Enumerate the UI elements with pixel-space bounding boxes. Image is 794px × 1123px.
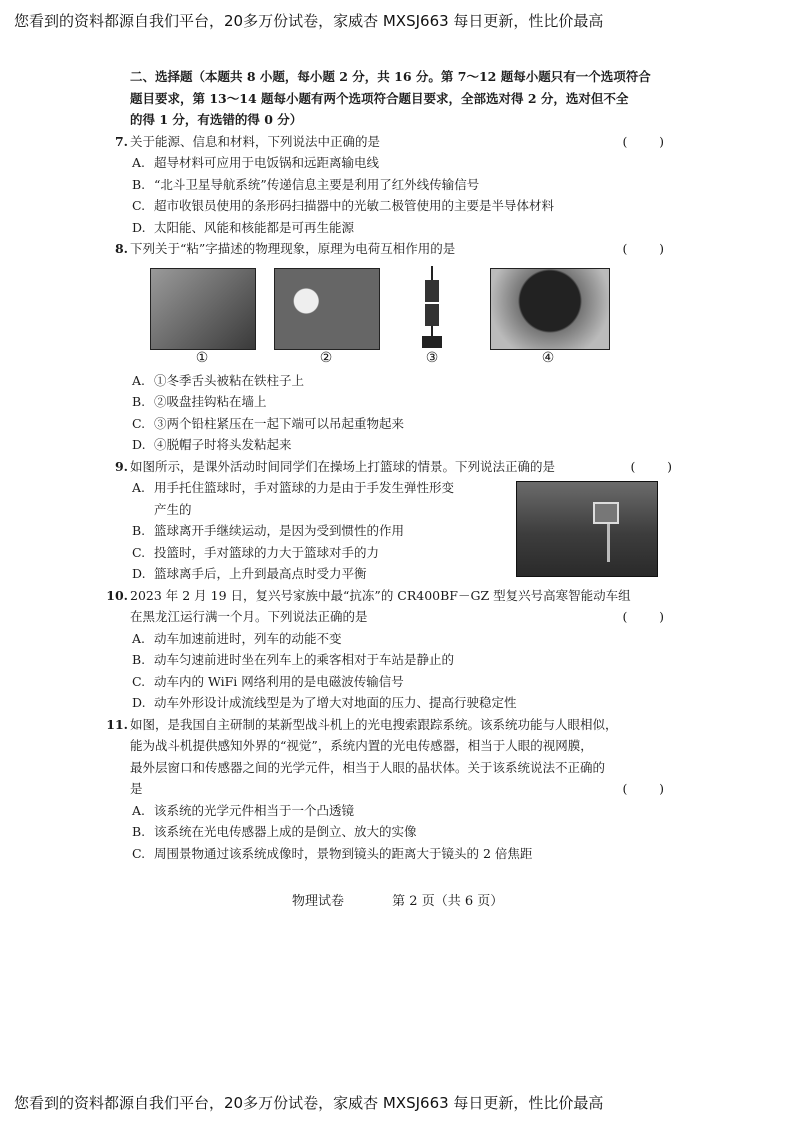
- watermark-banner-top: 您看到的资料都源自我们平台，20多万份试卷，家威杏 MXSJ663 每日更新，性比价最高: [14, 12, 604, 30]
- photo-label: ③: [425, 349, 439, 366]
- hoop-post: [607, 522, 610, 562]
- option-b: B. 动车匀速前进时坐在列车上的乘客相对于车站是静止的: [132, 652, 455, 667]
- section-heading-line: 题目要求，第 13～14 题每小题有两个选项符合题目要求，全部选对得 2 分，选对但不全: [130, 90, 629, 106]
- option-b: B. 篮球离开手继续运动，是因为受到惯性的作用: [132, 523, 405, 538]
- exam-sheet: [106, 66, 672, 864]
- question-stem: 如图，是我国自主研制的某新型战斗机上的光电搜索跟踪系统。该系统功能与人眼相似，: [130, 716, 618, 732]
- section-heading-line: 二、选择题（本题共 8 小题，每小题 2 分，共 16 分。第 7～12 题每小题只有一个选项符合: [130, 69, 651, 84]
- question-stem: 是 ( ): [130, 778, 670, 800]
- option-c: C. 超市收银员使用的条形码扫描器中的光敏二极管使用的主要是半导体材料: [132, 198, 555, 213]
- watermark-banner-bottom: 您看到的资料都源自我们平台，20多万份试卷，家威杏 MXSJ663 每日更新，性比价最高: [14, 1094, 604, 1112]
- option-c: C. 投篮时，手对篮球的力大于篮球对手的力: [132, 544, 380, 560]
- photo-tongue-pole: [150, 268, 256, 350]
- question-number: 11.: [106, 716, 128, 732]
- footer-page-number: 第 2 页（共 6 页）: [392, 894, 504, 909]
- photo-label: ④: [541, 349, 555, 366]
- option-b: B. “北斗卫星导航系统”传递信息主要是利用了红外线传输信号: [132, 176, 480, 192]
- photo-hair-hat: [490, 268, 610, 350]
- photo-row: [130, 264, 670, 368]
- option-b: B. ②吸盘挂钩粘在墙上: [132, 394, 267, 409]
- question-9: [114, 456, 672, 585]
- question-7: [114, 131, 670, 239]
- section-heading: [130, 66, 670, 131]
- option-d: D. ④脱帽子时将头发粘起来: [132, 437, 292, 452]
- photo-basketball-court: [516, 481, 658, 577]
- question-stem: 能为战斗机提供感知外界的“视觉”，系统内置的光电传感器，相当于人眼的视网膜，: [130, 738, 593, 753]
- option-a-continued: 产生的: [154, 501, 192, 517]
- question-stem: 如图所示，是课外活动时间同学们在操场上打篮球的情景。下列说法正确的是 ( ): [130, 456, 670, 478]
- photo-lead-cylinders: [412, 266, 452, 350]
- option-c: C. 动车内的 WiFi 网络利用的是电磁波传输信号: [132, 673, 404, 689]
- question-number: 9.: [114, 458, 128, 474]
- question-stem: 关于能源、信息和材料，下列说法中正确的是 ( ): [130, 131, 670, 153]
- option-d: D. 篮球离手后，上升到最高点时受力平衡: [132, 566, 367, 581]
- question-11: [106, 714, 670, 865]
- question-number: 7.: [114, 133, 128, 149]
- photo-label: ①: [195, 349, 209, 366]
- answer-bracket: ( ): [630, 458, 672, 474]
- answer-bracket: ( ): [622, 609, 664, 624]
- option-c: C. ③两个铅柱紧压在一起下端可以吊起重物起来: [132, 415, 405, 431]
- question-stem: 在黑龙江运行满一个月。下列说法正确的是 ( ): [130, 606, 670, 628]
- answer-bracket: ( ): [622, 781, 664, 796]
- question-stem: 最外层窗口和传感器之间的光学元件，相当于人眼的晶状体。关于该系统说法不正确的: [130, 759, 606, 775]
- question-9-body: [130, 477, 670, 585]
- question-8: [114, 238, 670, 456]
- option-a: A. 超导材料可应用于电饭锅和远距离输电线: [132, 155, 380, 170]
- photo-label: ②: [319, 349, 333, 366]
- question-10: [106, 585, 670, 714]
- page-footer: [292, 890, 547, 909]
- photo-suction-hooks: [274, 268, 380, 350]
- option-d: D. 太阳能、风能和核能都是可再生能源: [132, 219, 355, 235]
- answer-bracket: ( ): [622, 133, 664, 149]
- option-a: A. 该系统的光学元件相当于一个凸透镜: [132, 802, 355, 818]
- option-a: A. ①冬季舌头被粘在铁柱子上: [132, 372, 305, 388]
- basketball-hoop: [593, 502, 619, 524]
- answer-bracket: ( ): [622, 241, 664, 256]
- option-a: A. 动车加速前进时，列车的动能不变: [132, 630, 342, 646]
- section-heading-line: 的得 1 分，有选错的得 0 分）: [130, 112, 303, 127]
- question-number: 10.: [106, 587, 128, 603]
- footer-subject: 物理试卷: [292, 894, 345, 909]
- question-stem: 2023 年 2 月 19 日，复兴号家族中最“抗冻”的 CR400BF－GZ 型复兴号高寒智能动车组: [130, 587, 631, 603]
- question-number: 8.: [114, 241, 128, 256]
- question-stem: 下列关于“粘”字描述的物理现象，原理为电荷互相作用的是 ( ): [130, 238, 670, 260]
- option-b: B. 该系统在光电传感器上成的是倒立、放大的实像: [132, 824, 417, 839]
- option-d: D. 动车外形设计成流线型是为了增大对地面的压力、提高行驶稳定性: [132, 695, 517, 710]
- option-a: A. 用手托住篮球时，手对篮球的力是由于手发生弹性形变: [132, 480, 455, 495]
- option-c: C. 周围景物通过该系统成像时，景物到镜头的距离大于镜头的 2 倍焦距: [132, 845, 533, 861]
